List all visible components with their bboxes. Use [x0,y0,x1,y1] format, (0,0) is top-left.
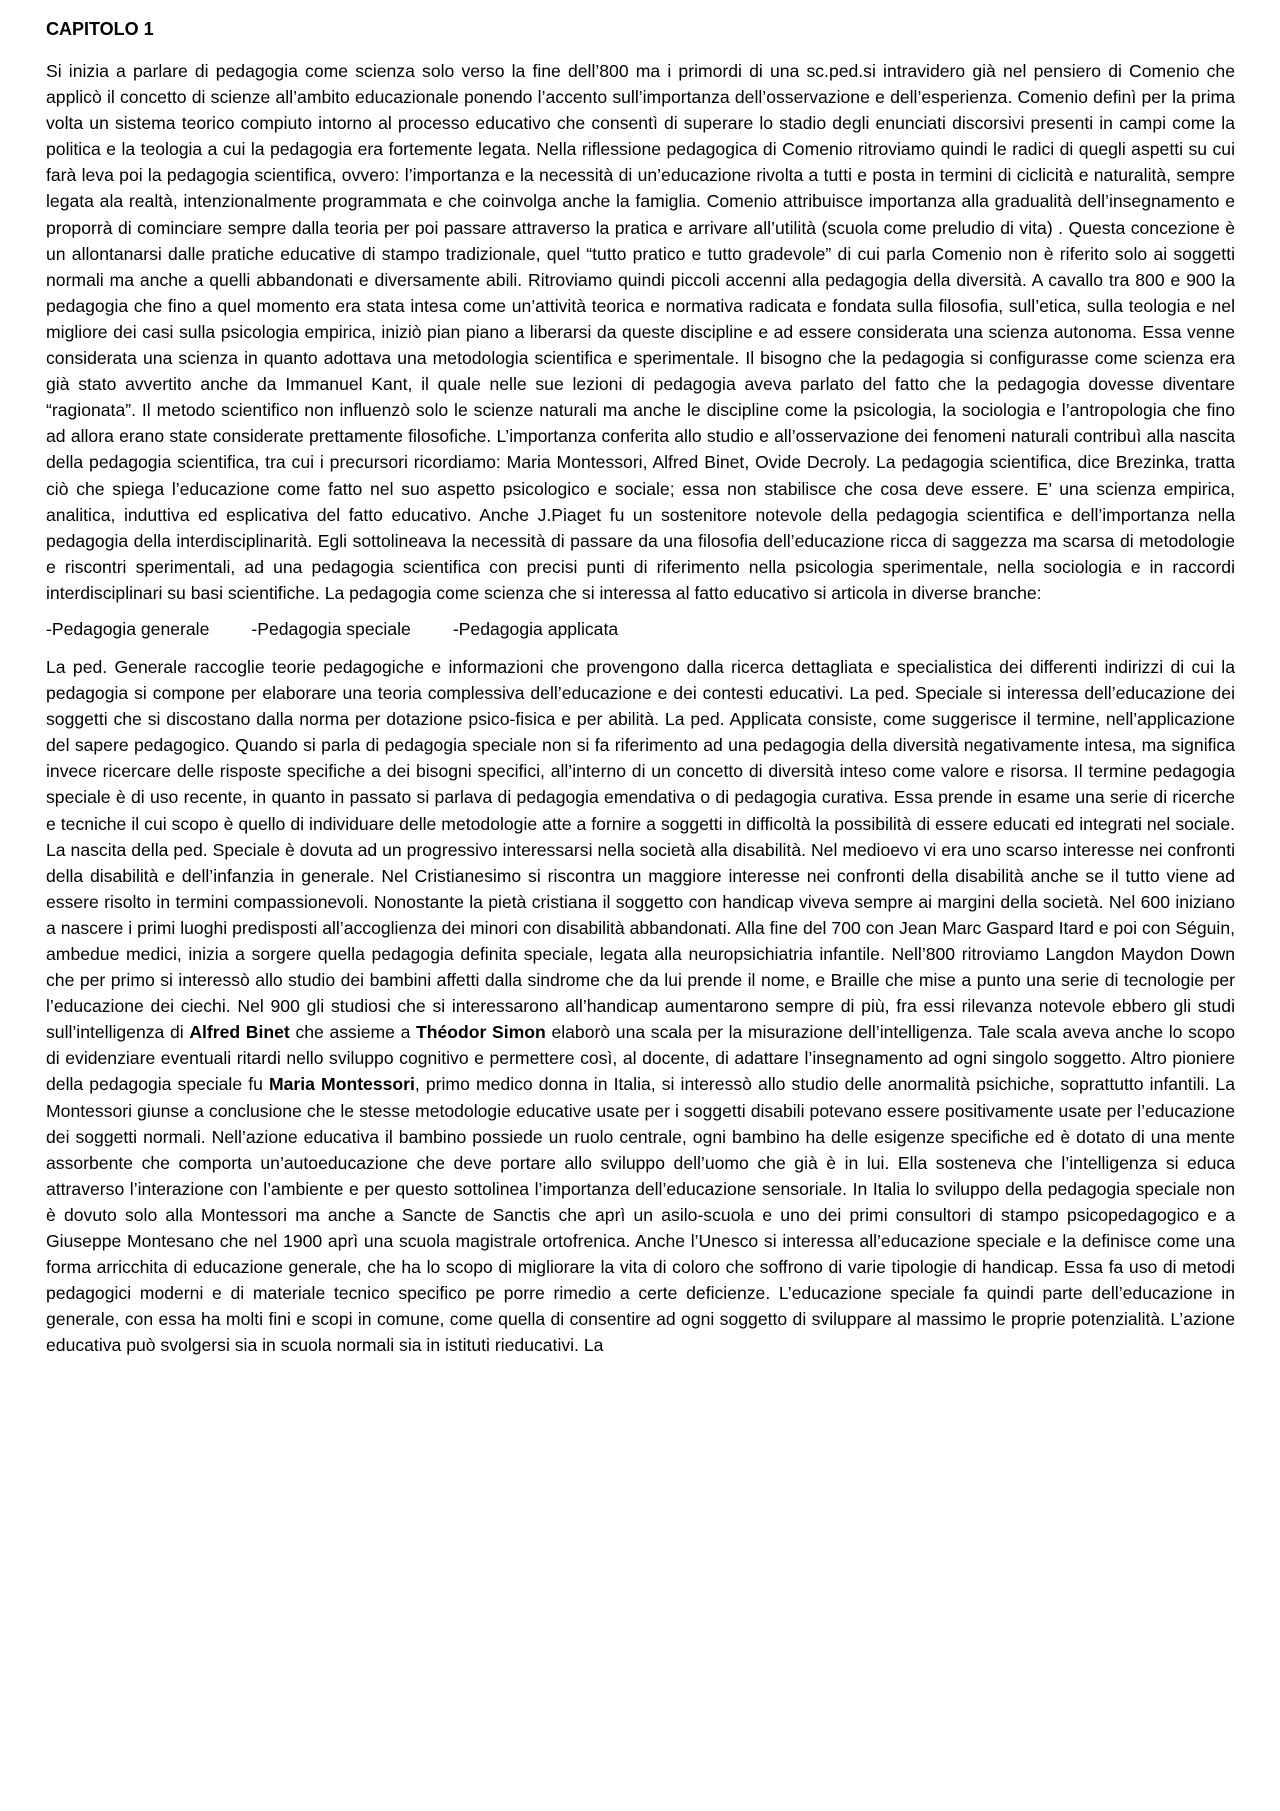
paragraph-special-pedagogy [46,654,1235,1359]
bold-name-simon: Théodor Simon [416,1022,546,1043]
chapter-title: CAPITOLO 1 [46,19,154,39]
branch-item-generale: -Pedagogia generale [46,618,210,639]
text-span: , primo medico donna in Italia, si interessò allo studio delle anormalità psichiche, soprattutto infantili. La Montessori giunse a conclusione che le stesse metodologie educative usate per i soggetti disabili potevano essere positivamente usate per l’educazione dei soggetti normali. Nell’azione educativa il bambino possiede un ruolo centrale, ogni bambino ha delle esigenze specifiche ed è dotato di una mente assorbente che comporta un’autoeducazione che deve portare allo sviluppo dell’uomo che già è in lui. Ella sosteneva che l’intelligenza si educa attraverso l’interazione con l’ambiente e per questo sottolinea l’importanza dell’educazione sensoriale. In Italia lo sviluppo della pedagogia speciale non è dovuto solo alla Montessori ma anche a Sancte de Sanctis che aprì un asilo-scuola e uno dei primi consultori di stampo psicopedagogico e a Giuseppe Montesano che nel 1900 aprì una scuola magistrale ortofrenica. Anche l’Unesco si interessa all’educazione speciale e la definisce come una forma arricchita di educazione generale, che ha lo scopo di migliorare la vita di coloro che soffrono di varie tipologie di handicap. Essa fa uso di metodi pedagogici moderni e di materiale tecnico specifico pe porre rimedio a certe deficienze. L’educazione speciale fa quindi parte dell’educazione in generale, con essa ha molti fini e scopi in comune, come quella di consentire ad ogni soggetto di sviluppare al massimo le proprie potenzialità. L’azione educativa può svolgersi sia in scuola normali sia in istituti rieducativi. La [46,1074,1235,1356]
bold-name-montessori: Maria Montessori [268,1074,415,1095]
branch-item-applicata: -Pedagogia applicata [452,618,619,639]
bold-name-binet: Alfred Binet [189,1022,290,1043]
paragraph-intro: Si inizia a parlare di pedagogia come scienza solo verso la fine dell’800 ma i primordi di una sc.ped.si intravidero già nel pensiero di Comenio che applicò il concetto di scienze all’ambito educazionale ponendo l’accento sull’importanza dell’osservazione e dell’esperienza. Comenio definì per la prima volta un sistema teorico compiuto intorno al processo educativo che consentì di superare lo stadio degli enunciati discorsivi presenti in campi come la politica e la teologia a cui la pedagogia era fortemente legata. Nella riflessione pedagogica di Comenio ritroviamo quindi le radici di quegli aspetti su cui farà leva poi la pedagogia scientifica, ovvero: l’importanza e la necessità di un’educazione rivolta a tutti e posta in termini di ciclicità e naturalità, sempre legata ala realtà, intenzionalmente programmata e che coinvolga anche la famiglia. Comenio attribuisce importanza alla gradualità dell’insegnamento e proporrà di cominciare sempre dalla teoria per poi passare attraverso la pratica e arrivare all’utilità (scuola come preludio di vita) . Questa concezione è un allontanarsi dalle pratiche educative di stampo tradizionale, quel “tutto pratico e tutto gradevole” di cui parla Comenio non è riferito solo ai soggetti normali ma anche a quelli abbandonati e diversamente abili. Ritroviamo quindi piccoli accenni alla pedagogia della diversità. A cavallo tra 800 e 900 la pedagogia che fino a quel momento era stata intesa come un’attività teorica e normativa radicata e fondata sulla filosofia, sull’etica, sulla teologia e nel migliore dei casi sulla psicologia empirica, iniziò pian piano a liberarsi da queste discipline e ad essere considerata una scienza autonoma. Essa venne considerata una scienza in quanto adottava una metodologia scientifica e sperimentale. Il bisogno che la pedagogia si configurasse come scienza era già stato avvertito anche da Immanuel Kant, il quale nelle sue lezioni di pedagogia aveva parlato del fatto che la pedagogia dovesse diventare “ragionata”. Il metodo scientifico non influenzò solo le scienze naturali ma anche le discipline come la psicologia, la sociologia e l’antropologia che fino ad allora erano state considerate prettamente filosofiche. L’importanza conferita allo studio e all’osservazione dei fenomeni naturali contribuì alla nascita della pedagogia scientifica, tra cui i precursori ricordiamo: Maria Montessori, Alfred Binet, Ovide Decroly. La pedagogia scientifica, dice Brezinka, tratta ciò che spiega l’educazione come fatto nel suo aspetto psicologico e sociale; essa non stabilisce che cosa deve essere. E’ una scienza empirica, analitica, induttiva ed esplicativa del fatto educativo. Anche J.Piaget fu un sostenitore notevole della pedagogia scientifica e dell’importanza nella pedagogia della interdisciplinarità. Egli sottolineava la necessità di passare da una filosofia dell’educazione ricca di saggezza ma scarsa di metodologie e riscontri sperimentali, ad una pedagogia scientifica con precisi punti di riferimento nella psicologia sperimentale, nella sociologia e in raccordi interdisciplinari su basi scientifiche. La pedagogia come scienza che si interessa al fatto educativo si articola in diverse branche: [46,61,1235,603]
text-span: elaborò una scala per la misurazione dell’intelligenza. Tale scala aveva anche lo scopo di evidenziare eventuali ritardi nello sviluppo cognitivo e permettere così, al docente, di adattare l’insegnamento ad ogni singolo soggetto. Altro pioniere della pedagogia speciale fu [46,1022,1236,1095]
branches-list [46,616,1235,642]
text-span: che assieme a [289,1022,417,1043]
branch-item-speciale: -Pedagogia speciale [251,618,411,639]
text-span: La ped. Generale raccoglie teorie pedagogiche e informazioni che provengono dalla ricerca dettagliata e specialistica dei differenti indirizzi di cui la pedagogia si compone per elaborare una teoria complessiva dell’educazione e dei contesti educativi. La ped. Speciale si interessa dell’educazione dei soggetti che si discostano dalla norma per dotazione psico-fisica e per abilità. La ped. Applicata consiste, come suggerisce il termine, nell’applicazione del sapere pedagogico. Quando si parla di pedagogia speciale non si fa riferimento ad una pedagogia della diversità negativamente intesa, ma significa invece ricercare delle risposte specifiche a dei bisogni specifici, all’interno di un concetto di diversità inteso come valore e risorsa. Il termine pedagogia speciale è di uso recente, in quanto in passato si parlava di pedagogia emendativa o di pedagogia curativa. Essa prende in esame una serie di ricerche e tecniche il cui scopo è quello di individuare delle metodologie atte a fornire a soggetti in difficoltà la possibilità di essere educati ed integrati nel sociale. La nascita della ped. Speciale è dovuta ad un progressivo interessarsi nella società alla disabilità. Nel medioevo vi era uno scarso interesse nei confronti della disabilità e dell’infanzia in generale. Nel Cristianesimo si riscontra un maggiore interesse nei confronti della disabilità anche se il tutto viene ad essere risolto in termini compassionevoli. Nonostante la pietà cristiana il soggetto con handicap viveva sempre ai margini della società. Nel 600 iniziano a nascere i primi luoghi predisposti all’accoglienza dei minori con disabilità abbandonati. Alla fine del 700 con Jean Marc Gaspard Itard e poi con Séguin, ambedue medici, inizia a sorgere quella pedagogia definita speciale, legata alla neuropsichiatria infantile. Nell’800 ritroviamo Langdon Maydon Down che per primo si interessò allo studio dei bambini affetti dalla sindrome che da lui prende il nome, e Braille che mise a punto una serie di tecnologie per l’educazione dei ciechi. Nel 900 gli studiosi che si interessarono all’handicap aumentarono sempre di più, fra essi rilevanza notevole ebbero gli studi sull’intelligenza di [46,656,1235,1043]
